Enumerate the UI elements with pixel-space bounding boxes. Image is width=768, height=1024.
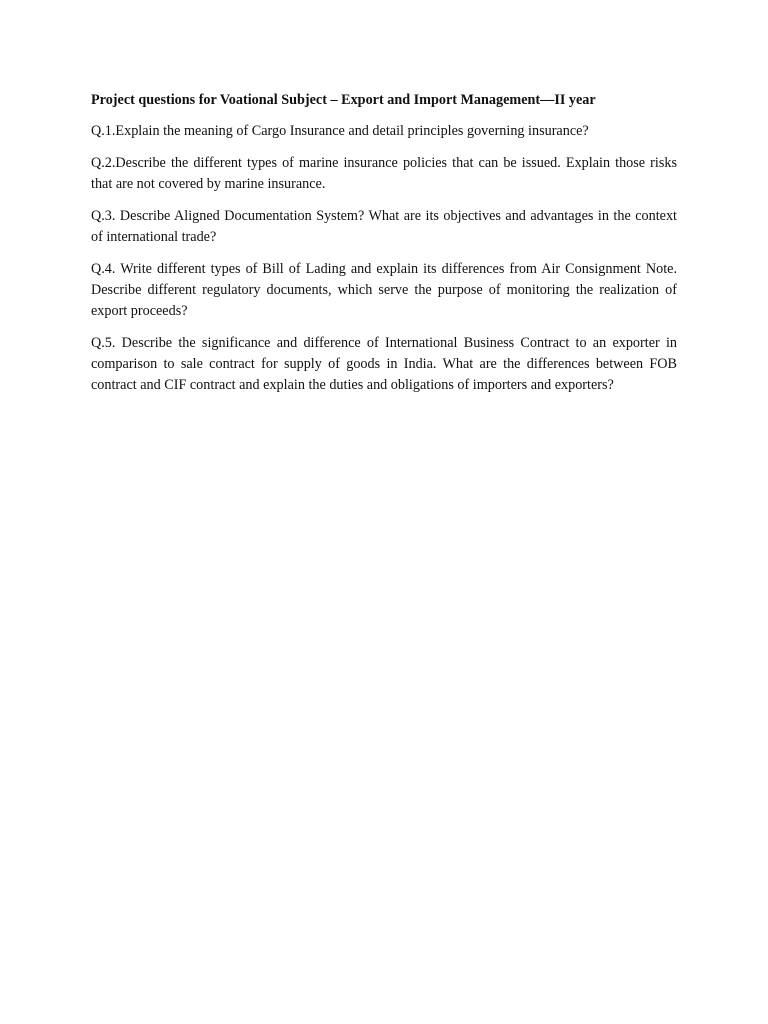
- question-3: Q.3. Describe Aligned Documentation System? What are its objectives and advantages in the context of international trade?: [91, 208, 677, 245]
- question-2: Q.2.Describe the different types of marine insurance policies that can be issued. Explain those risks that are not covered by marine insurance.: [91, 155, 677, 192]
- question-5: Q.5. Describe the significance and difference of International Business Contract to an exporter in comparison to sale contract for supply of goods in India. What are the differences between FOB contract and CIF contract and explain the duties and obligations of importers and exporters?: [91, 335, 677, 393]
- document-body: [91, 90, 677, 407]
- document-title: Project questions for Voational Subject – Export and Import Management—II year: [91, 92, 596, 108]
- question-4: Q.4. Write different types of Bill of Lading and explain its differences from Air Consignment Note. Describe different regulatory documents, which serve the purpose of monitoring the realization of export proceeds?: [91, 261, 677, 319]
- question-1: Q.1.Explain the meaning of Cargo Insurance and detail principles governing insurance?: [91, 123, 589, 139]
